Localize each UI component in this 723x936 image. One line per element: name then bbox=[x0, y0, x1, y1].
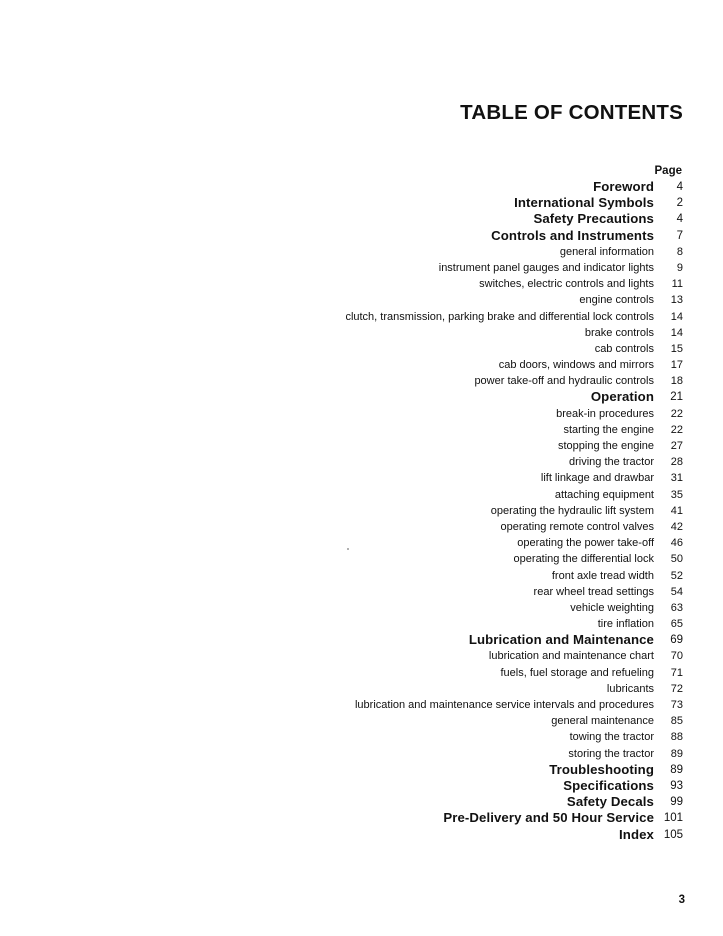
toc-subsection-title: operating the hydraulic lift system bbox=[490, 504, 654, 517]
toc-page-number: 11 bbox=[671, 278, 683, 291]
toc-section-title: Controls and Instruments bbox=[491, 227, 654, 243]
toc-section-row bbox=[0, 827, 723, 843]
toc-page-number: 2 bbox=[676, 197, 683, 210]
toc-subsection-title: brake controls bbox=[584, 326, 654, 339]
toc-page-number: 21 bbox=[670, 391, 683, 404]
toc-page-number: 73 bbox=[670, 699, 683, 711]
toc-subsection-title: operating the power take-off bbox=[517, 537, 654, 550]
toc-section-title: Safety Precautions bbox=[533, 211, 654, 227]
toc-subsection-row bbox=[0, 276, 723, 292]
toc-page-number: 35 bbox=[670, 488, 683, 501]
toc-subsection-title: break-in procedures bbox=[556, 407, 654, 420]
toc-subsection-title: power take-off and hydraulic controls bbox=[474, 375, 654, 388]
toc-page-number: 63 bbox=[670, 601, 683, 614]
toc-page-number: 85 bbox=[670, 715, 683, 728]
toc-page-number: 4 bbox=[676, 213, 683, 226]
toc-subsection-title: operating remote control valves bbox=[500, 520, 654, 533]
toc-subsection-row bbox=[0, 681, 723, 697]
toc-page-number: 65 bbox=[670, 618, 683, 631]
toc-subsection-title: operating the differential lock bbox=[513, 553, 654, 566]
toc-subsection-title: general maintenance bbox=[551, 715, 654, 728]
toc-page-number: 4 bbox=[676, 181, 683, 193]
toc-section-row bbox=[0, 762, 723, 778]
toc-subsection-row bbox=[0, 519, 723, 535]
toc-section-title: International Symbols bbox=[514, 195, 654, 211]
toc-subsection-row bbox=[0, 487, 723, 503]
toc-subsection-title: towing the tractor bbox=[569, 731, 654, 744]
toc-section-title: Specifications bbox=[563, 777, 654, 793]
toc-subsection-row bbox=[0, 648, 723, 664]
toc-page-number: 69 bbox=[670, 634, 683, 647]
toc-section-title: Foreword bbox=[593, 179, 654, 194]
toc-page-number: 52 bbox=[670, 569, 683, 582]
toc-subsection-row bbox=[0, 422, 723, 438]
toc-page-number: 7 bbox=[676, 229, 683, 242]
toc-section-title: Operation bbox=[590, 389, 654, 405]
toc-page-number: 18 bbox=[670, 375, 683, 388]
toc-page-number: 89 bbox=[670, 763, 683, 776]
toc-page-number: 13 bbox=[670, 294, 683, 307]
toc-page-number: 42 bbox=[670, 520, 683, 533]
toc-subsection-row bbox=[0, 535, 723, 551]
toc-subsection-title: front axle tread width bbox=[551, 569, 654, 582]
toc-subsection-title: starting the engine bbox=[563, 423, 654, 436]
toc-page-number: 22 bbox=[670, 407, 683, 420]
toc-subsection-row bbox=[0, 260, 723, 276]
toc-subsection-row bbox=[0, 616, 723, 632]
toc-page-number: 17 bbox=[670, 359, 683, 372]
toc-section-row bbox=[0, 179, 723, 195]
table-of-contents bbox=[0, 179, 723, 843]
toc-page-number: 41 bbox=[670, 504, 683, 517]
toc-subsection-row bbox=[0, 503, 723, 519]
toc-page-number: 88 bbox=[670, 731, 683, 744]
toc-page-number: 54 bbox=[670, 585, 683, 598]
toc-subsection-title: storing the tractor bbox=[568, 747, 654, 760]
toc-section-row bbox=[0, 389, 723, 405]
toc-subsection-row bbox=[0, 470, 723, 486]
toc-section-row bbox=[0, 632, 723, 648]
toc-page-number: 93 bbox=[670, 779, 683, 792]
toc-page-number: 31 bbox=[670, 472, 683, 485]
toc-page-number: 72 bbox=[670, 682, 683, 695]
toc-section-row bbox=[0, 794, 723, 810]
toc-subsection-row bbox=[0, 746, 723, 762]
toc-subsection-row bbox=[0, 244, 723, 260]
toc-subsection-title: rear wheel tread settings bbox=[533, 585, 654, 598]
toc-subsection-title: attaching equipment bbox=[554, 488, 654, 501]
toc-page-number: 27 bbox=[670, 440, 683, 452]
toc-page-number: 50 bbox=[670, 553, 683, 566]
toc-subsection-title: lubrication and maintenance service intervals and procedures bbox=[354, 699, 654, 711]
toc-subsection-row bbox=[0, 357, 723, 373]
toc-subsection-row bbox=[0, 341, 723, 357]
toc-subsection-row bbox=[0, 584, 723, 600]
page-number: 3 bbox=[678, 894, 685, 906]
toc-subsection-title: engine controls bbox=[579, 294, 654, 307]
toc-subsection-row bbox=[0, 551, 723, 567]
toc-subsection-row bbox=[0, 568, 723, 584]
toc-subsection-title: vehicle weighting bbox=[570, 601, 654, 614]
toc-section-title: Pre-Delivery and 50 Hour Service bbox=[443, 810, 654, 826]
toc-subsection-title: cab doors, windows and mirrors bbox=[498, 359, 654, 372]
toc-page-number: 46 bbox=[670, 537, 683, 550]
toc-section-row bbox=[0, 228, 723, 244]
toc-section-row bbox=[0, 211, 723, 227]
toc-subsection-row bbox=[0, 454, 723, 470]
toc-page-number: 14 bbox=[670, 310, 683, 323]
toc-section-title: Lubrication and Maintenance bbox=[468, 632, 654, 648]
toc-section-row bbox=[0, 810, 723, 826]
toc-subsection-title: switches, electric controls and lights bbox=[479, 278, 654, 291]
toc-page-number: 99 bbox=[670, 796, 683, 809]
toc-subsection-row bbox=[0, 665, 723, 681]
toc-page-number: 28 bbox=[670, 456, 683, 469]
toc-section-title: Index bbox=[619, 826, 654, 842]
toc-subsection-row bbox=[0, 406, 723, 422]
toc-subsection-title: driving the tractor bbox=[569, 456, 654, 469]
toc-subsection-row bbox=[0, 729, 723, 745]
toc-subsection-title: clutch, transmission, parking brake and differential lock controls bbox=[345, 310, 654, 323]
toc-page-number: 15 bbox=[670, 342, 683, 355]
toc-subsection-row bbox=[0, 309, 723, 325]
toc-page-number: 70 bbox=[670, 650, 683, 663]
toc-subsection-title: cab controls bbox=[594, 342, 654, 355]
toc-subsection-row bbox=[0, 697, 723, 713]
toc-page-number: 71 bbox=[670, 666, 683, 679]
toc-page-number: 8 bbox=[676, 245, 683, 258]
toc-section-title: Safety Decals bbox=[566, 794, 654, 810]
toc-subsection-title: general information bbox=[559, 245, 654, 258]
toc-subsection-row bbox=[0, 600, 723, 616]
toc-section-row bbox=[0, 195, 723, 211]
toc-section-row bbox=[0, 778, 723, 794]
page-title: TABLE OF CONTENTS bbox=[460, 101, 683, 124]
toc-subsection-row bbox=[0, 292, 723, 308]
toc-subsection-title: tire inflation bbox=[597, 618, 654, 631]
toc-page-number: 22 bbox=[670, 423, 683, 436]
scan-speck bbox=[347, 548, 349, 550]
toc-subsection-row bbox=[0, 325, 723, 341]
toc-page-number: 14 bbox=[670, 326, 683, 339]
toc-subsection-row bbox=[0, 438, 723, 454]
toc-subsection-row bbox=[0, 713, 723, 729]
toc-subsection-title: stopping the engine bbox=[557, 440, 654, 452]
toc-page-number: 105 bbox=[663, 828, 683, 841]
toc-subsection-title: instrument panel gauges and indicator lights bbox=[438, 261, 654, 274]
toc-section-title: Troubleshooting bbox=[549, 761, 654, 777]
toc-page-number: 9 bbox=[676, 261, 683, 274]
toc-page-number: 101 bbox=[663, 812, 683, 825]
toc-page-number: 89 bbox=[670, 747, 683, 760]
toc-subsection-row bbox=[0, 373, 723, 389]
toc-subsection-title: lubricants bbox=[606, 682, 654, 695]
page-column-header: Page bbox=[654, 165, 682, 177]
toc-subsection-title: lubrication and maintenance chart bbox=[488, 650, 654, 663]
toc-subsection-title: lift linkage and drawbar bbox=[540, 472, 654, 485]
toc-subsection-title: fuels, fuel storage and refueling bbox=[500, 666, 654, 679]
